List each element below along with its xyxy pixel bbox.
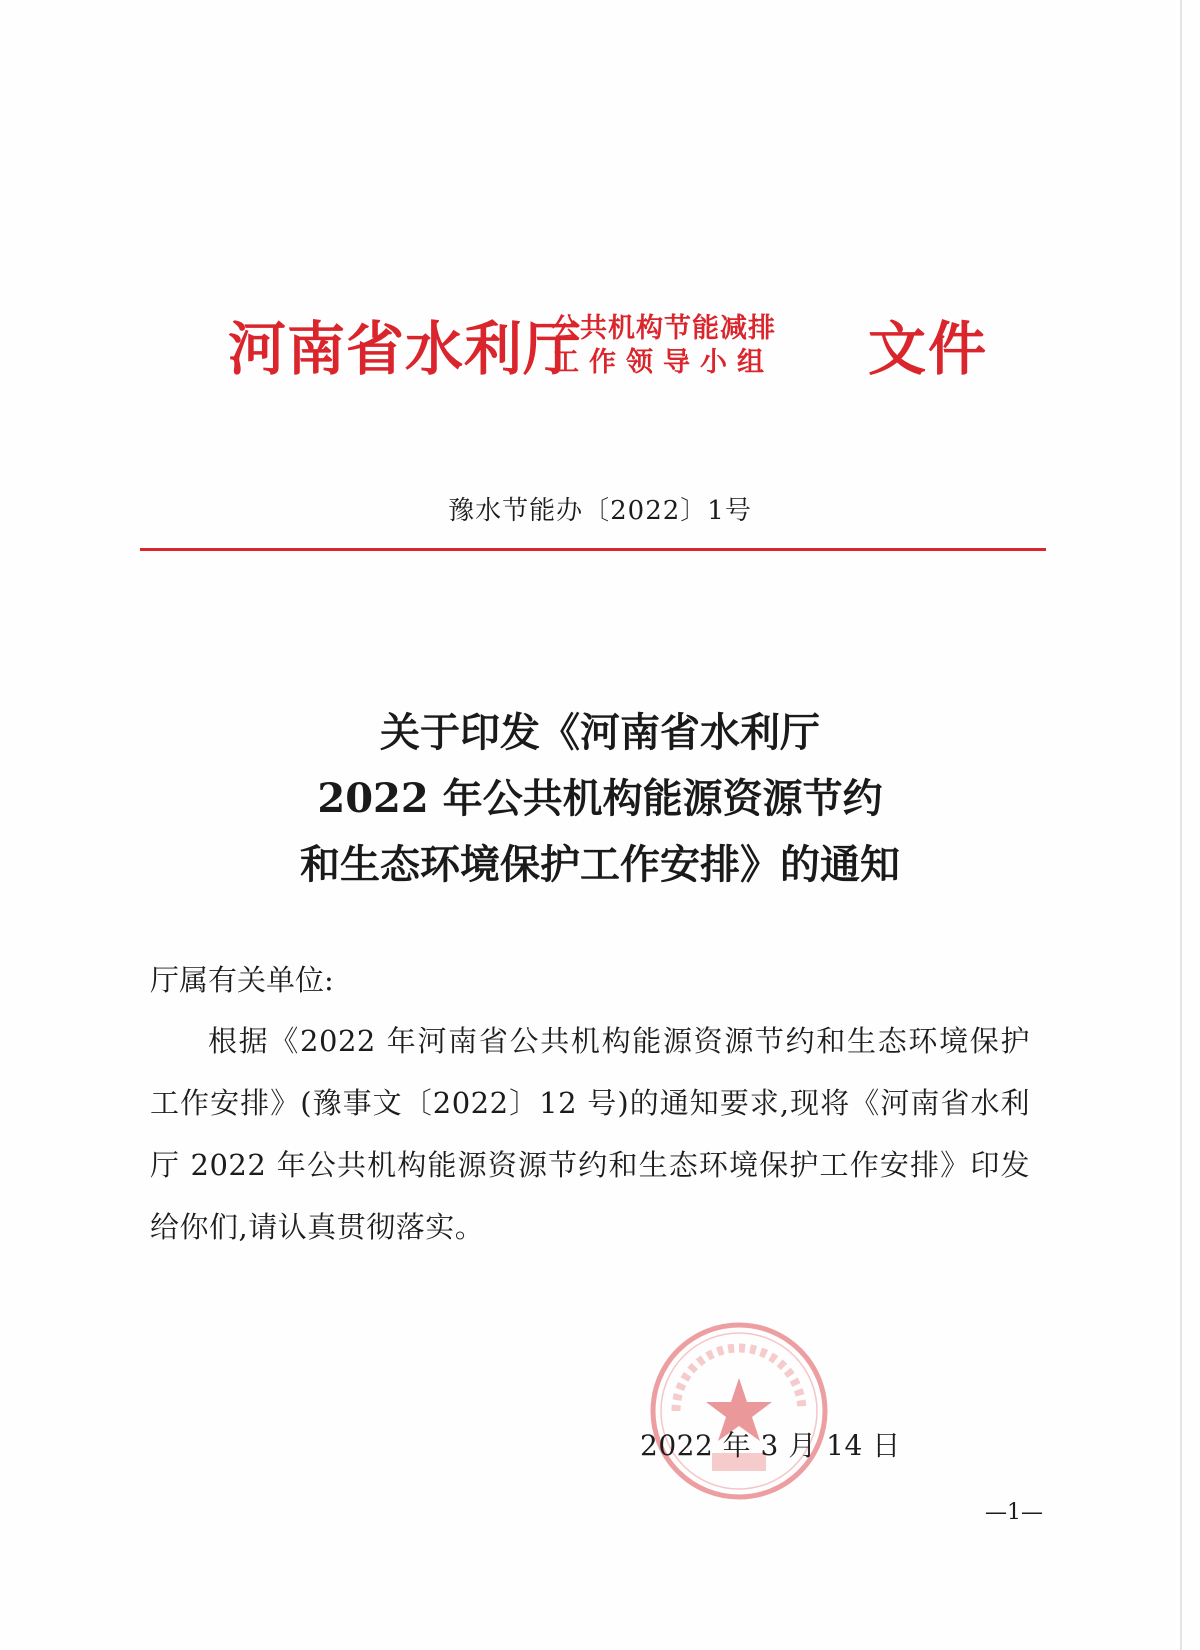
masthead-org-main: 河南省水利厅: [228, 315, 583, 383]
masthead-doc-type: 文件: [868, 315, 989, 383]
official-seal-stamp: [646, 1318, 832, 1504]
body-paragraph: 根据《2022 年河南省公共机构能源资源节约和生态环境保护工作安排》(豫事文〔2022〕12 号)的通知要求,现将《河南省水利厅 2022 年公共机构能源资源节约和生态环境保护工作安排》印发给你们,请认真贯彻落实。: [150, 1024, 1030, 1244]
title-line-2: 2022 年公共机构能源资源节约: [317, 775, 883, 822]
page-number: —1—: [985, 1500, 1043, 1525]
masthead-org-sub-line1: 公共机构节能减排: [552, 313, 776, 344]
document-number: 豫水节能办〔2022〕1号: [448, 496, 752, 526]
title-line-3: 和生态环境保护工作安排》的通知: [300, 841, 900, 888]
document-title: [0, 700, 1200, 898]
addressee: 厅属有关单位:: [150, 963, 334, 997]
issue-date: 2022 年 3 月 14 日: [640, 1429, 901, 1462]
red-divider-rule: [140, 548, 1046, 551]
document-masthead: [0, 300, 1200, 420]
masthead-org-sub: [552, 312, 882, 380]
masthead-org-sub-line2: 工作领导小组: [552, 347, 774, 378]
title-line-1: 关于印发《河南省水利厅: [380, 709, 820, 756]
